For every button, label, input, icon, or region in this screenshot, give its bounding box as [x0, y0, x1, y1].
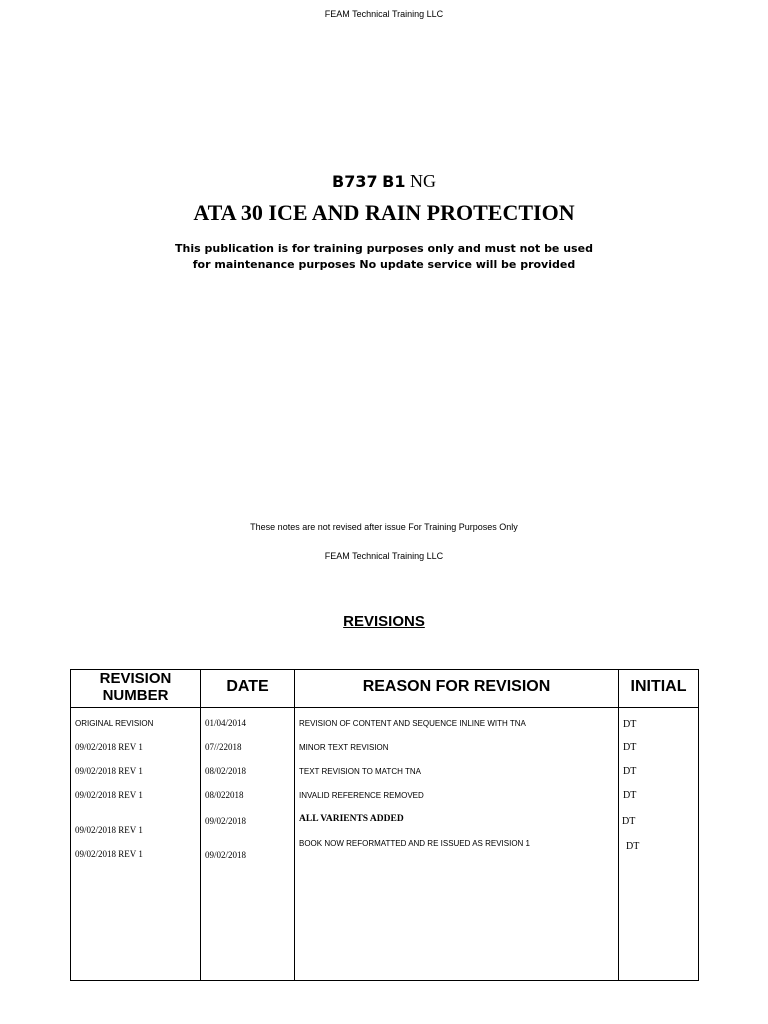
row-date: 08/022018 — [205, 790, 244, 800]
row-reason: BOOK NOW REFORMATTED AND RE ISSUED AS REVISION 1 — [299, 839, 530, 848]
row-date: 08/02/2018 — [205, 766, 247, 776]
notes-line: These notes are not revised after issue For Training Purposes Only — [250, 522, 518, 532]
row-revision: ORIGINAL REVISION — [75, 719, 154, 728]
row-date: 09/02/2018 — [205, 850, 247, 860]
row-date: 01/04/2014 — [205, 718, 247, 728]
row-reason: INVALID REFERENCE REMOVED — [299, 791, 424, 800]
row-initial: DT — [622, 816, 636, 827]
row-revision: 09/02/2018 REV 1 — [75, 790, 143, 800]
chapter-title: ATA 30 ICE AND RAIN PROTECTION — [193, 200, 575, 225]
row-revision: 09/02/2018 REV 1 — [75, 849, 143, 859]
row-date: 09/02/2018 — [205, 816, 247, 826]
column-divider — [294, 670, 295, 980]
revisions-table — [70, 669, 699, 981]
column-header-revision-number: REVISION NUMBER — [99, 670, 172, 704]
course-b1: B1 — [382, 172, 406, 191]
column-header-date: DATE — [226, 678, 269, 695]
course-title — [0, 171, 768, 192]
column-header-reason: REASON FOR REVISION — [362, 678, 551, 695]
row-revision: 09/02/2018 REV 1 — [75, 825, 143, 835]
footer-company: FEAM Technical Training LLC — [324, 551, 444, 561]
column-divider — [200, 670, 201, 980]
disclaimer: This publication is for training purposes only and must not be used for maintenance purposes No update service will be provided — [175, 242, 593, 271]
row-revision: 09/02/2018 REV 1 — [75, 742, 143, 752]
row-reason: TEXT REVISION TO MATCH TNA — [299, 767, 421, 776]
revisions-heading: REVISIONS — [343, 613, 425, 630]
row-date: 07//22018 — [205, 742, 242, 752]
course-prefix: B737 — [332, 172, 378, 191]
row-initial: DT — [623, 742, 637, 753]
row-revision: 09/02/2018 REV 1 — [75, 766, 143, 776]
row-initial: DT — [623, 719, 637, 730]
column-header-initial: INITIAL — [630, 678, 687, 695]
header-divider — [71, 707, 698, 708]
row-reason: REVISION OF CONTENT AND SEQUENCE INLINE WITH TNA — [299, 719, 526, 728]
header-company: FEAM Technical Training LLC — [324, 9, 444, 19]
column-divider — [618, 670, 619, 980]
row-initial: DT — [623, 790, 637, 801]
course-suffix: NG — [409, 171, 436, 191]
row-reason: MINOR TEXT REVISION — [299, 743, 389, 752]
row-initial: DT — [626, 841, 640, 852]
row-initial: DT — [623, 766, 637, 777]
row-reason: ALL VARIENTS ADDED — [299, 814, 404, 824]
